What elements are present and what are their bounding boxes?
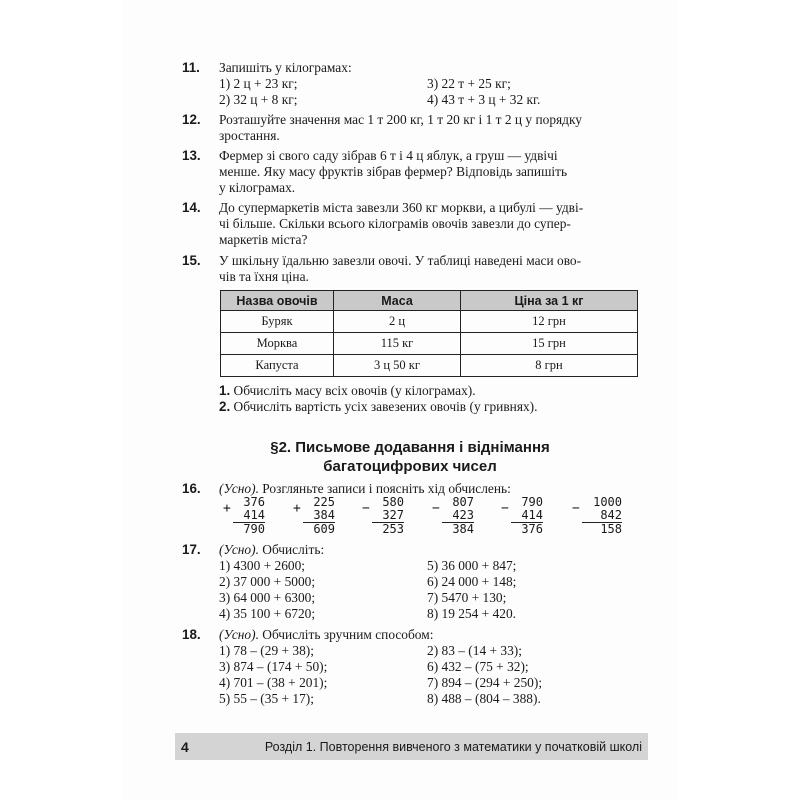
list-item: 2) 37 000 + 5000;: [219, 574, 316, 589]
section-title-line: §2. Письмове додавання і віднімання: [270, 439, 550, 456]
exercise-number: 14.: [182, 200, 201, 215]
question-1: [219, 383, 647, 399]
column-header: Назва овочів: [221, 291, 334, 311]
operand: 225: [313, 495, 335, 509]
exercise-11: [182, 60, 647, 108]
table-row: [221, 355, 638, 377]
list-item: 3) 22 т + 25 кг;: [427, 76, 511, 91]
text-line: Фермер зі свого саду зібрав 6 т і 4 ц яблук, а груш — удвічі: [219, 148, 558, 163]
operand: 842: [582, 509, 622, 523]
operator-sign: −: [501, 501, 509, 516]
exercise-number: 18.: [182, 627, 201, 642]
question-text: Обчисліть вартість усіх завезених овочів (у гривнях).: [233, 399, 538, 414]
page-footer: [175, 733, 648, 760]
exercise-15-questions: [182, 383, 647, 415]
result: 790: [243, 522, 265, 536]
text-line: чі більше. Скільки всього кілограмів овочів завезли до супер-: [219, 216, 571, 231]
table-cell: 2 ц: [334, 311, 461, 333]
list-item: 8) 488 – (804 – 388).: [427, 691, 541, 706]
text-line: у кілограмах.: [219, 180, 296, 195]
operator-sign: −: [432, 501, 440, 516]
exercise-17: [182, 542, 647, 622]
vegetables-table: [220, 290, 638, 377]
exercise-number: 12.: [182, 112, 201, 127]
text-line: зростання.: [219, 128, 280, 143]
exercise-prompt: Розгляньте записи і поясніть хід обчислень:: [262, 481, 511, 496]
section-title-line: багатоцифрових чисел: [323, 458, 497, 475]
list-item: 5) 36 000 + 847;: [427, 558, 517, 573]
oral-marker: (Усно).: [219, 481, 259, 496]
result: 253: [382, 522, 404, 536]
text-line: маркетів міста?: [219, 232, 308, 247]
oral-marker: (Усно).: [219, 542, 259, 557]
operand: 384: [303, 509, 335, 523]
list-item: 7) 894 – (294 + 250);: [427, 675, 543, 690]
operand: 376: [243, 495, 265, 509]
list-item: 3) 64 000 + 6300;: [219, 590, 316, 605]
text-line: У шкільну їдальню завезли овочі. У таблиці наведені маси ово-: [219, 253, 582, 268]
column-calculation: [362, 495, 404, 536]
exercise-13: [182, 148, 647, 196]
operand: 1000: [593, 495, 622, 509]
list-item: 3) 874 – (174 + 50);: [219, 659, 328, 674]
question-text: Обчисліть масу всіх овочів (у кілограмах).: [233, 383, 476, 398]
section-title: [200, 438, 620, 476]
operator-sign: +: [223, 501, 231, 516]
column-calculation: [572, 495, 622, 536]
exercise-18: [182, 627, 647, 707]
exercise-number: 13.: [182, 148, 201, 163]
list-item: 7) 5470 + 130;: [427, 590, 507, 605]
column-header: Ціна за 1 кг: [461, 291, 638, 311]
oral-marker: (Усно).: [219, 627, 259, 642]
column-calculation: [293, 495, 335, 536]
exercise-14: [182, 200, 647, 248]
table-cell: 8 грн: [461, 355, 638, 377]
exercise-prompt: Обчисліть зручним способом:: [262, 627, 434, 642]
table-cell: 12 грн: [461, 311, 638, 333]
list-item: 2) 83 – (14 + 33);: [427, 643, 522, 658]
list-item: 2) 32 ц + 8 кг;: [219, 92, 298, 107]
question-2: [219, 399, 647, 415]
operator-sign: +: [293, 501, 301, 516]
table-header-row: [221, 291, 638, 311]
list-item: 6) 24 000 + 148;: [427, 574, 517, 589]
text-line: Розташуйте значення мас 1 т 200 кг, 1 т 20 кг і 1 т 2 ц у порядку: [219, 112, 583, 127]
exercise-number: 15.: [182, 253, 201, 268]
text-line: менше. Яку масу фруктів зібрав фермер? Відповідь запишіть: [219, 164, 568, 179]
operator-sign: −: [362, 501, 370, 516]
operand: 807: [452, 495, 474, 509]
list-item: 1) 4300 + 2600;: [219, 558, 306, 573]
table-cell: Морква: [221, 333, 334, 355]
table-cell: 115 кг: [334, 333, 461, 355]
list-item: 5) 55 – (35 + 17);: [219, 691, 314, 706]
question-number: 2.: [219, 399, 231, 414]
exercise-number: 11.: [182, 60, 200, 75]
table-row: [221, 311, 638, 333]
exercise-number: 17.: [182, 542, 201, 557]
running-head: Розділ 1. Повторення вивченого з математики у початковій школі: [264, 739, 642, 754]
operand: 423: [442, 509, 474, 523]
operand: 414: [511, 509, 543, 523]
operand: 414: [233, 509, 265, 523]
exercise-12: [182, 112, 647, 144]
result: 384: [452, 522, 474, 536]
column-header: Маса: [334, 291, 461, 311]
exercise-prompt: Запишіть у кілограмах:: [219, 60, 352, 75]
list-item: 4) 701 – (38 + 201);: [219, 675, 328, 690]
question-number: 1.: [219, 383, 231, 398]
table-cell: Капуста: [221, 355, 334, 377]
list-item: 1) 2 ц + 23 кг;: [219, 76, 298, 91]
table-row: [221, 333, 638, 355]
column-calculation: [501, 495, 543, 536]
text-line: До супермаркетів міста завезли 360 кг моркви, а цибулі — удві-: [219, 200, 584, 215]
operator-sign: −: [572, 501, 580, 516]
column-calculation: [223, 495, 265, 536]
operand: 790: [521, 495, 543, 509]
list-item: 4) 35 100 + 6720;: [219, 606, 316, 621]
page-number: 4: [181, 738, 189, 755]
exercise-prompt: Обчисліть:: [262, 542, 325, 557]
text-line: чів та їхня ціна.: [219, 269, 309, 284]
exercise-15: [182, 253, 647, 285]
list-item: 6) 432 – (75 + 32);: [427, 659, 529, 674]
result: 376: [521, 522, 543, 536]
list-item: 4) 43 т + 3 ц + 32 кг.: [427, 92, 541, 107]
table-cell: Буряк: [221, 311, 334, 333]
list-item: 8) 19 254 + 420.: [427, 606, 517, 621]
table-cell: 15 грн: [461, 333, 638, 355]
column-calculation: [432, 495, 474, 536]
operand: 580: [382, 495, 404, 509]
list-item: 1) 78 – (29 + 38);: [219, 643, 314, 658]
result: 609: [313, 522, 335, 536]
result: 158: [600, 522, 622, 536]
table-cell: 3 ц 50 кг: [334, 355, 461, 377]
exercise-number: 16.: [182, 481, 201, 496]
operand: 327: [372, 509, 404, 523]
